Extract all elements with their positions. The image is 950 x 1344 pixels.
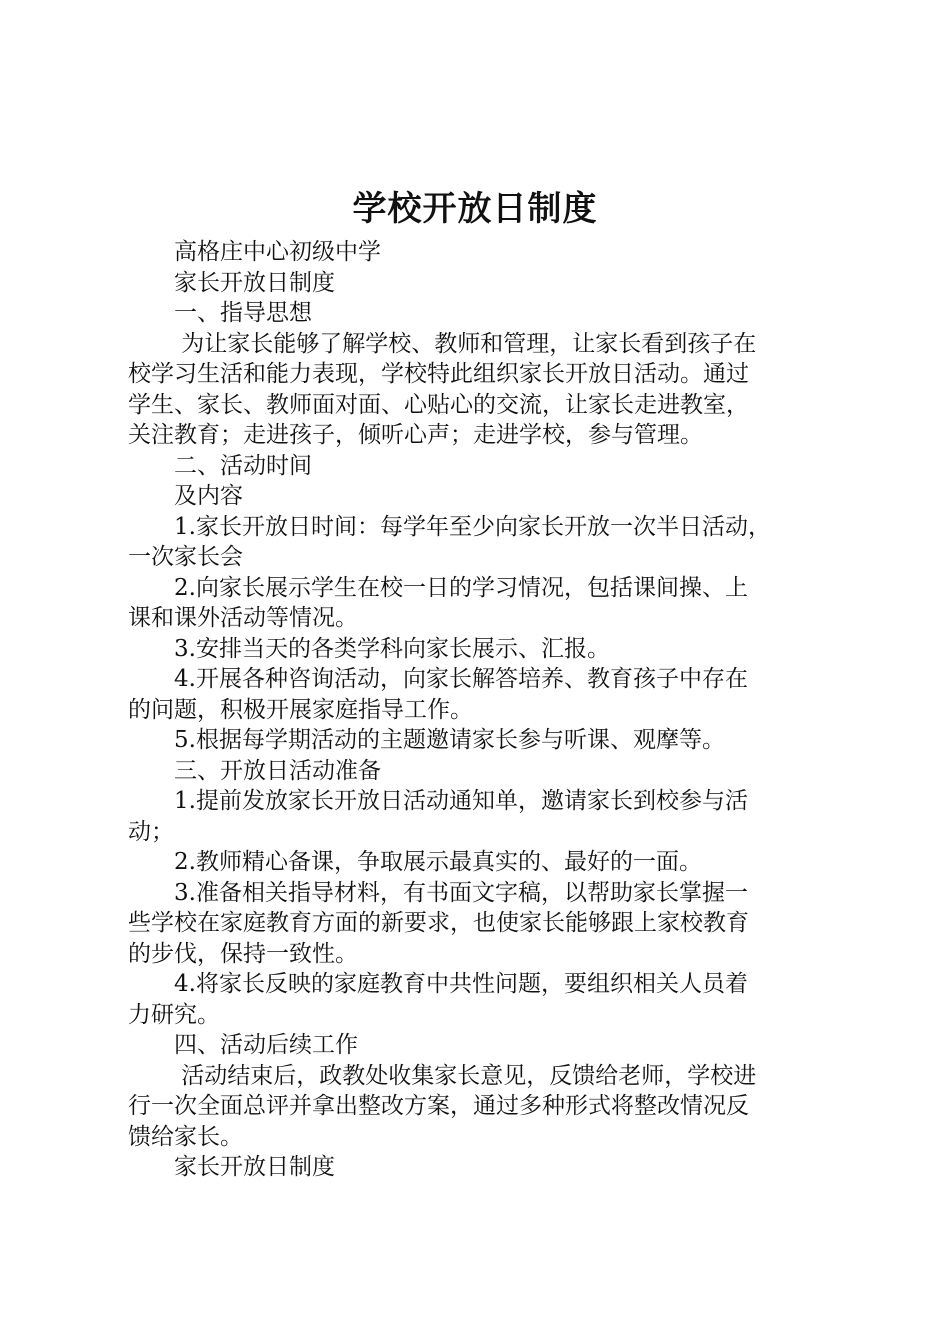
text-line: 2.教师精心备课，争取展示最真实的、最好的一面。 (128, 849, 702, 875)
text-line: 行一次全面总评并拿出整改方案，通过多种形式将整改情况反 (128, 1093, 749, 1119)
text-line: 及内容 (128, 483, 243, 509)
text-line: 家长开放日制度 (128, 269, 335, 296)
text-line: 4.开展各种咨询活动，向家长解答培养、教育孩子中存在 (128, 666, 748, 692)
text-line: 3.安排当天的各类学科向家长展示、汇报。 (128, 635, 610, 662)
section-heading: 一、指导思想 (128, 300, 312, 326)
text-line: 一次家长会 (128, 544, 243, 570)
text-line: 家长开放日制度 (128, 1154, 335, 1180)
text-line: 课和课外活动等情况。 (128, 605, 358, 631)
text-line: 为让家长能够了解学校、教师和管理，让家长看到孩子在 (128, 330, 757, 357)
text-line: 的问题，积极开展家庭指导工作。 (128, 696, 473, 723)
text-line: 动； (128, 818, 174, 845)
text-line: 2.向家长展示学生在校一日的学习情况，包括课间操、上 (128, 574, 748, 601)
text-line: 3.准备相关指导材料，有书面文字稿，以帮助家长掌握一 (128, 879, 748, 906)
text-line: 高格庄中心初级中学 (128, 239, 381, 265)
document-title: 学校开放日制度 (352, 189, 598, 229)
text-line: 关注教育；走进孩子，倾听心声；走进学校，参与管理。 (128, 422, 703, 448)
section-heading: 二、活动时间 (128, 452, 312, 479)
section-heading: 三、开放日活动准备 (128, 757, 381, 784)
text-line: 学生、家长、教师面对面、心贴心的交流，让家长走进教室， (128, 391, 749, 418)
document-body (128, 237, 840, 1183)
text-line: 4.将家长反映的家庭教育中共性问题，要组织相关人员着 (128, 971, 748, 997)
text-line: 的步伐，保持一致性。 (128, 940, 358, 967)
text-line: 些学校在家庭教育方面的新要求，也使家长能够跟上家校教育 (128, 910, 749, 936)
section-heading: 四、活动后续工作 (128, 1032, 358, 1058)
text-line: 1.家长开放日时间：每学年至少向家长开放一次半日活动， (128, 513, 771, 540)
text-line: 1.提前发放家长开放日活动通知单，邀请家长到校参与活 (128, 788, 748, 814)
text-line: 力研究。 (128, 1001, 220, 1028)
text-line: 校学习生活和能力表现，学校特此组织家长开放日活动。通过 (128, 361, 749, 387)
text-line: 5.根据每学期活动的主题邀请家长参与听课、观摩等。 (128, 727, 725, 753)
text-line: 活动结束后，政教处收集家长意见，反馈给老师，学校进 (128, 1062, 757, 1089)
text-line: 馈给家长。 (128, 1123, 243, 1150)
